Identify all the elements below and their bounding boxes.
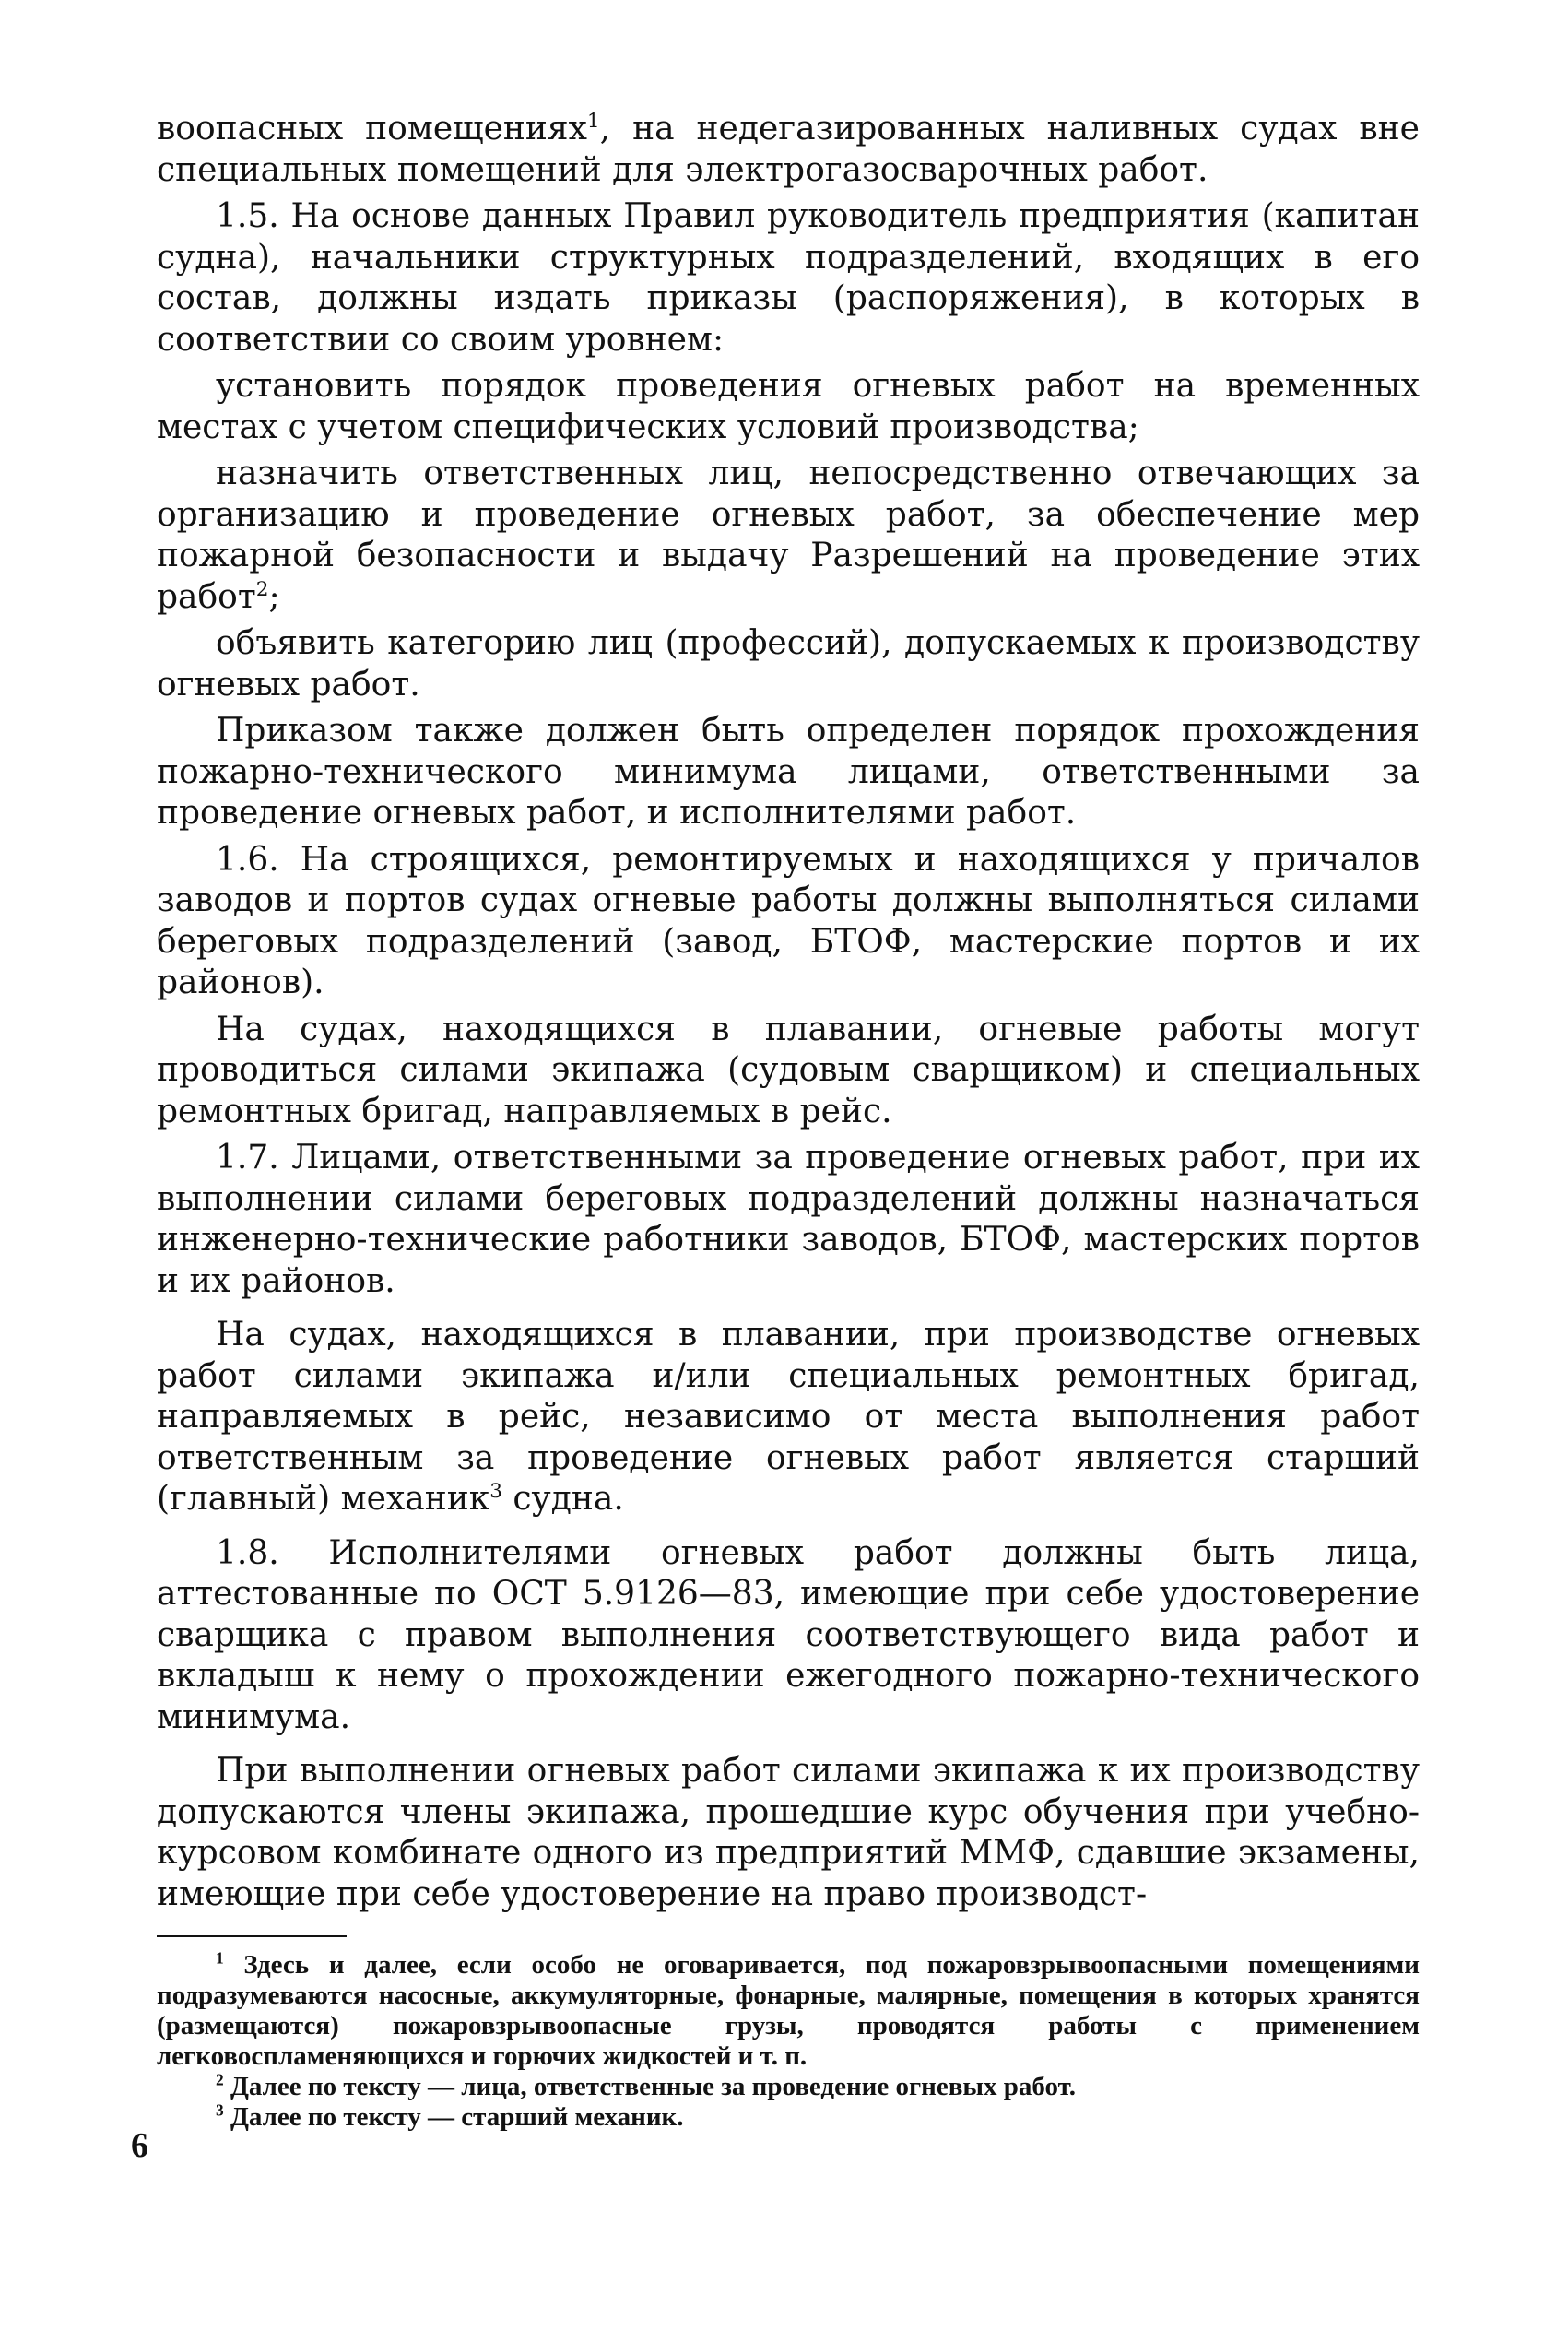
- document-page: [157, 109, 1420, 2133]
- paragraph-chief-engineer: На судах, находящихся в плавании, при производстве огневых работ силами экипажа и/или специальных ремонтных бригад, направляемых в рейс, независимо от места выполнения работ ответственным за проведение огневых работ является старший (главный) механик$^3$ судна.: [157, 1316, 1420, 1518]
- paragraph-1-8: 1.8. Исполнителями огневых работ должны быть лица, аттестованные по ОСТ 5.9126—83, имеющие при себе удостоверение сварщика с правом выполнения соответствующего вида работ и вкладыш к нему о прохождении ежегодного пожарно-технического минимума.: [157, 1533, 1420, 1736]
- footnote-1: $^1$ Здесь и далее, если особо не оговаривается, под пожаровзрывоопасными помещениями подразумеваются насосные, аккумуляторные, фонарные, малярные, помещения в которых хранятся (размещаются) пожаровзрывоопасные грузы, проводятся работы с применением легковоспламеняющихся и горючих жидкостей и т. п.: [157, 1948, 1420, 2071]
- paragraph-ships-at-sea: На судах, находящихся в плавании, огневые работы могут проводиться силами экипажа (судовым сварщиком) и специальных ремонтных бригад, направляемых в рейс.: [157, 1010, 1420, 1130]
- page-number: 6: [131, 2126, 148, 2165]
- footnote-ref-3: 3: [489, 1480, 502, 1503]
- paragraph-1-6: 1.6. На строящихся, ремонтируемых и находящихся у причалов заводов и портов судах огневые работы должны выполняться силами береговых подразделений (завод, БТОФ, мастерские портов и их районов).: [157, 840, 1420, 1001]
- paragraph-crew: При выполнении огневых работ силами экипажа к их производству допускаются члены экипажа, прошедшие курс обучения при учебно-курсовом комбинате одного из предприятий ММФ, сдавшие экзамены, имеющие при себе удостоверение на право производст-: [157, 1752, 1420, 1913]
- footnote-2: $^2$ Далее по тексту — лица, ответственные за проведение огневых работ.: [216, 2070, 1076, 2101]
- footnotes: [157, 1950, 1420, 2133]
- footnote-ref-1: 1: [586, 110, 600, 133]
- footnote-3: $^3$ Далее по тексту — старший механик.: [216, 2100, 684, 2132]
- paragraph-list-item-1: установить порядок проведения огневых работ на временных местах с учетом специфических условий производства;: [157, 367, 1420, 446]
- paragraph-1-5: 1.5. На основе данных Правил руководитель предприятия (капитан судна), начальники структурных подразделений, входящих в его состав, должны издать приказы (распоряжения), в которых в соответствии со своим уровнем:: [157, 197, 1420, 359]
- main-text: [157, 109, 1420, 1915]
- paragraph-1-7: 1.7. Лицами, ответственными за проведение огневых работ, при их выполнении силами береговых подразделений должны назначаться инженерно-технические работники заводов, БТОФ, мастерских портов и их районов.: [157, 1139, 1420, 1300]
- footnote-divider: [157, 1935, 347, 1937]
- paragraph-list-item-2: назначить ответственных лиц, непосредственно отвечающих за организацию и проведение огневых работ, за обеспечение мер пожарной безопасности и выдачу Разрешений на проведение этих работ$^2$;: [157, 455, 1420, 616]
- paragraph-order: Приказом также должен быть определен порядок прохождения пожарно-технического минимума лицами, ответственными за проведение огневых работ, и исполнителями работ.: [157, 712, 1420, 832]
- paragraph-list-item-3: объявить категорию лиц (профессий), допускаемых к производству огневых работ.: [157, 624, 1420, 704]
- paragraph-continuation: воопасных помещениях$^1$, на недегазированных наливных судах вне специальных помещений для электрогазосварочных работ.: [157, 110, 1420, 189]
- footnote-ref-2: 2: [255, 577, 269, 601]
